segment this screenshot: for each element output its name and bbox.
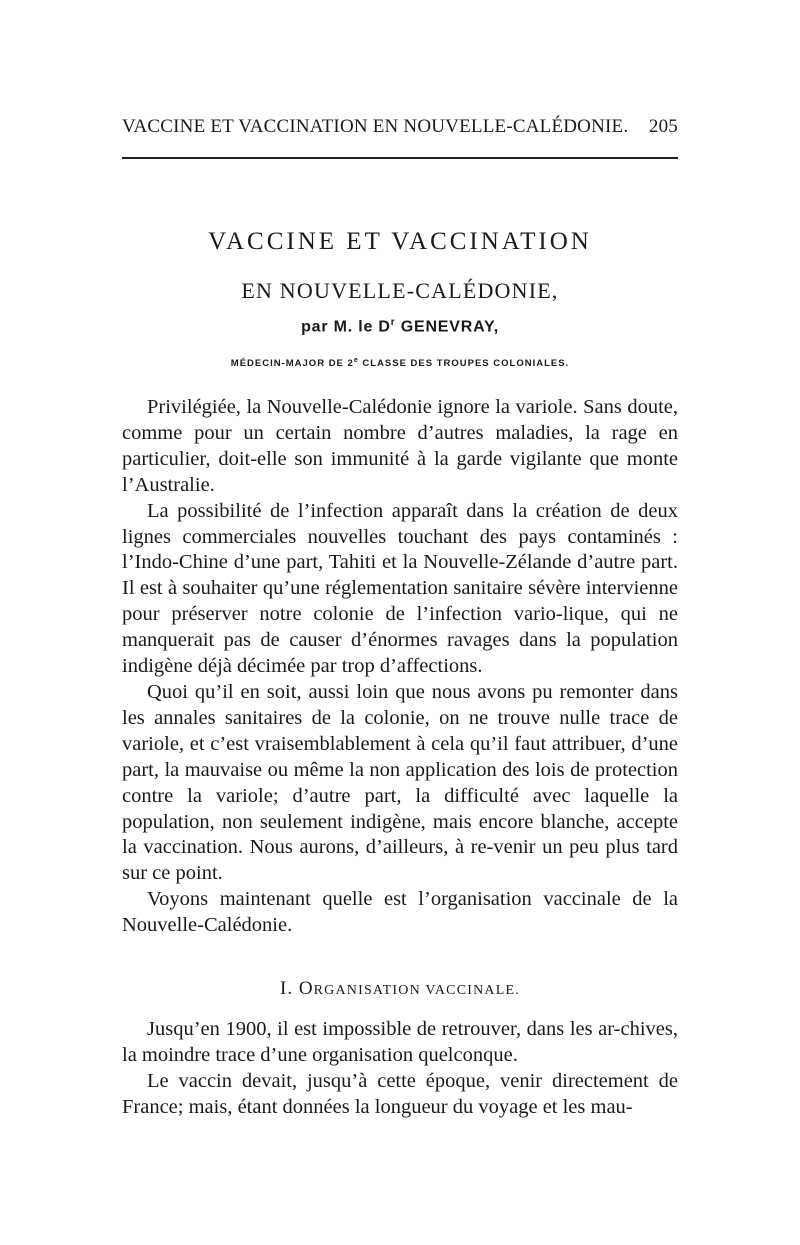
- section-numeral: I.: [280, 978, 294, 999]
- author-sup: r: [390, 317, 396, 328]
- affiliation-sup: e: [353, 357, 359, 364]
- author-prefix: par M. le D: [301, 318, 391, 336]
- paragraph: Quoi qu’il en soit, aussi loin que nous avons pu remonter dans les annales sanitaires de la colonie, on ne trouve nulle trace de variole, et c’est vraisemblablement à cela qu’il faut attribuer, d’une part, la mauvaise ou même la non application des lois de protection contre la variole; d’autre part, la difficulté avec laquelle la population, non seulement indigène, mais encore blanche, accepte la vaccination. Nous aurons, d’ailleurs, à re-venir un peu plus tard sur ce point.: [122, 680, 678, 885]
- affiliation-prefix: MÉDECIN-MAJOR DE 2: [230, 358, 354, 370]
- paragraph: Le vaccin devait, jusqu’à cette époque, venir directement de France; mais, étant données la longueur du voyage et les mau-: [122, 1069, 678, 1118]
- author-affiliation: [0, 357, 800, 369]
- article-subtitle: EN NOUVELLE-CALÉDONIE,: [241, 278, 559, 303]
- article-title: VACCINE ET VACCINATION: [208, 228, 592, 255]
- body-text-intro: [122, 395, 678, 939]
- paragraph: La possibilité de l’infection apparaît dans la création de deux lignes commerciales nouvelles touchant des pays contaminés : l’Indo-Chine d’une part, Tahiti et la Nouvelle-Zélande d’autre part. Il est à souhaiter qu’une réglementation sanitaire sévère intervienne pour préserver notre colonie de l’infection vario-lique, qui ne manquerait pas de causer d’énormes ravages dans la population indigène déjà décimée par trop d’affections.: [122, 499, 678, 678]
- paragraph: Privilégiée, la Nouvelle-Calédonie ignore la variole. Sans doute, comme pour un certain nombre d’autres maladies, la rage en particulier, doit-elle son immunité à la garde vigilante que monte l’Australie.: [122, 396, 678, 496]
- running-head: [122, 116, 678, 138]
- author-name: GENEVRAY,: [400, 318, 499, 336]
- author-line: [0, 317, 800, 336]
- section-initial: O: [298, 978, 314, 999]
- header-rule: [122, 157, 678, 159]
- page-number: 205: [648, 116, 678, 137]
- section-heading: [0, 978, 800, 1000]
- paragraph: Voyons maintenant quelle est l’organisation vaccinale de la Nouvelle-Calédonie.: [122, 888, 678, 937]
- body-text-section: [122, 1017, 678, 1121]
- section-title-rest: RGANISATION VACCINALE.: [313, 983, 520, 998]
- running-title: VACCINE ET VACCINATION EN NOUVELLE-CALÉDONIE.: [122, 116, 629, 137]
- affiliation-suffix: CLASSE DES TROUPES COLONIALES.: [362, 358, 570, 370]
- paragraph: Jusqu’en 1900, il est impossible de retrouver, dans les ar-chives, la moindre trace d’une organisation quelconque.: [122, 1018, 678, 1066]
